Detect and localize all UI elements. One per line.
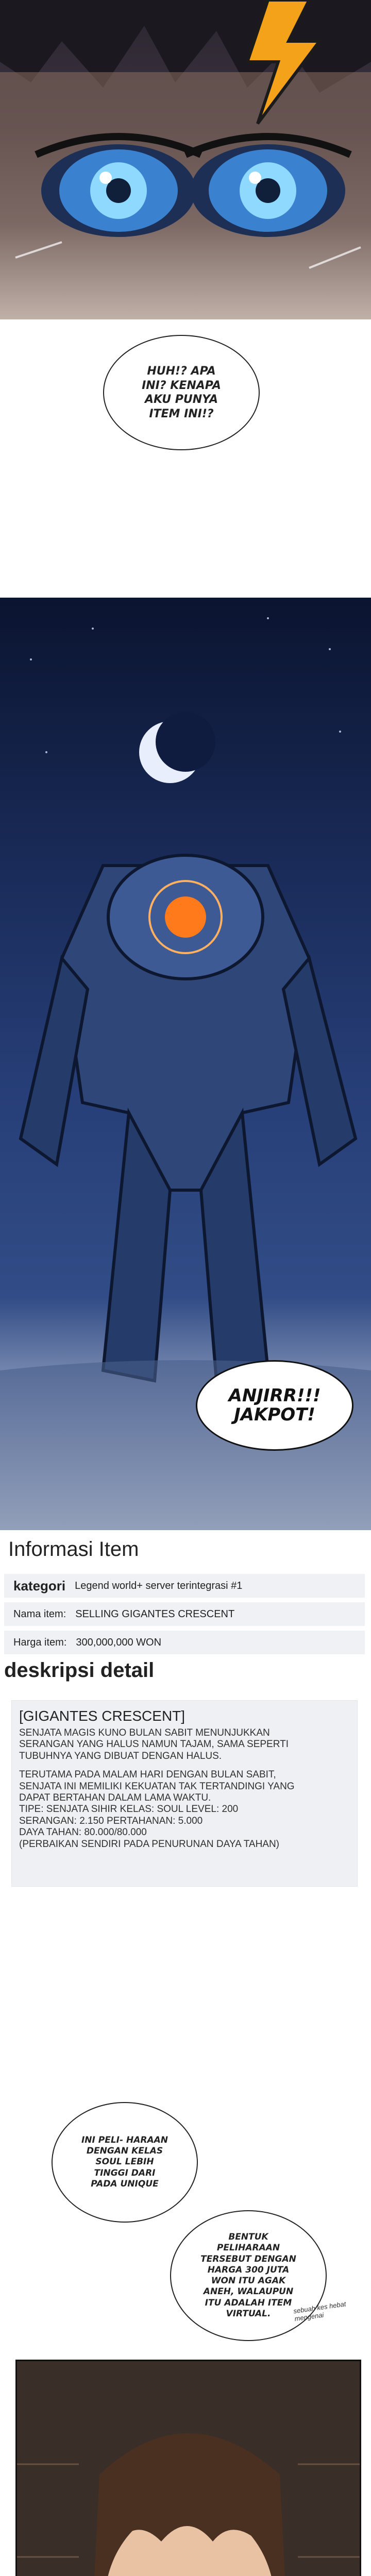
- eyes-illustration: [0, 0, 371, 319]
- description-item-name: [GIGANTES CRESCENT]: [19, 1708, 185, 1724]
- speech-bubble-huh: [103, 335, 260, 450]
- guy-thinking-panel: [15, 2360, 361, 2576]
- shout-text-jackpot: ANJIRR!!! JAKPOT!: [228, 1385, 321, 1425]
- speech-text-huh: HUH!? APA INI? KENAPA AKU PUNYA ITEM INI!?: [142, 365, 221, 420]
- speech-text-auction: BENTUK PELIHARAAN TERSEBUT DENGAN HARGA 300 JUTA WON ITU AGAK ANEH, WALAUPUN ITU ADALAH ITEM VIRTUAL.: [200, 2232, 296, 2319]
- info-key-kategori: kategori: [13, 1578, 66, 1594]
- description-line: (PERBAIKAN SENDIRI PADA PENURUNAN DAYA TAHAN): [19, 1838, 280, 1850]
- handwritten-note: sebuah kes hebat mengenai: [293, 2300, 347, 2323]
- info-value-kategori: Legend world+ server terintegrasi #1: [75, 1580, 243, 1591]
- speech-bubble-price: [52, 2102, 198, 2223]
- info-row-kategori: [4, 1574, 365, 1598]
- shout-bubble-jackpot: [196, 1360, 353, 1451]
- description-line: SERANGAN: 2.150 PERTAHANAN: 5.000: [19, 1815, 203, 1826]
- description-line: SENJATA MAGIS KUNO BULAN SABIT MENUNJUKKAN: [19, 1727, 270, 1738]
- crescent-moon: [139, 712, 215, 783]
- description-line: SENJATA INI MEMILIKI KEKUATAN TAK TERTANDINGI YANG: [19, 1781, 295, 1792]
- info-title: Informasi Item: [8, 1538, 139, 1561]
- info-value-nama: SELLING GIGANTES CRESCENT: [75, 1608, 235, 1620]
- description-box: [11, 1700, 358, 1887]
- description-line: TERUTAMA PADA MALAM HARI DENGAN BULAN SABIT,: [19, 1769, 276, 1781]
- description-line: DAYA TAHAN: 80.000/80.000: [19, 1827, 147, 1838]
- description-line: SERANGAN YANG HALUS NAMUN TAJAM, SAMA SEPERTI: [19, 1739, 289, 1750]
- speech-text-price: INI PELI- HARAAN DENGAN KELAS SOUL LEBIH TINGGI DARI PADA UNIQUE: [81, 2134, 168, 2189]
- info-key-nama: Nama item:: [13, 1608, 66, 1620]
- description-line: [19, 1762, 350, 1769]
- info-row-nama: [4, 1602, 365, 1626]
- description-line: TIPE: SENJATA SIHIR KELAS: SOUL LEVEL: 200: [19, 1804, 239, 1815]
- eyes-panel: [0, 0, 371, 319]
- description-line: TUBUHNYA YANG DIBUAT DENGAN HALUS.: [19, 1750, 222, 1761]
- info-value-harga: 300,000,000 WON: [76, 1636, 162, 1648]
- mech-robot: [21, 855, 356, 1381]
- info-row-harga: [4, 1631, 365, 1654]
- guy-illustration: [17, 2361, 360, 2576]
- description-line: DAPAT BERTAHAN DALAM LAMA WAKTU.: [19, 1792, 211, 1804]
- description-title: deskripsi detail: [4, 1659, 155, 1682]
- info-key-harga: Harga item:: [13, 1636, 67, 1648]
